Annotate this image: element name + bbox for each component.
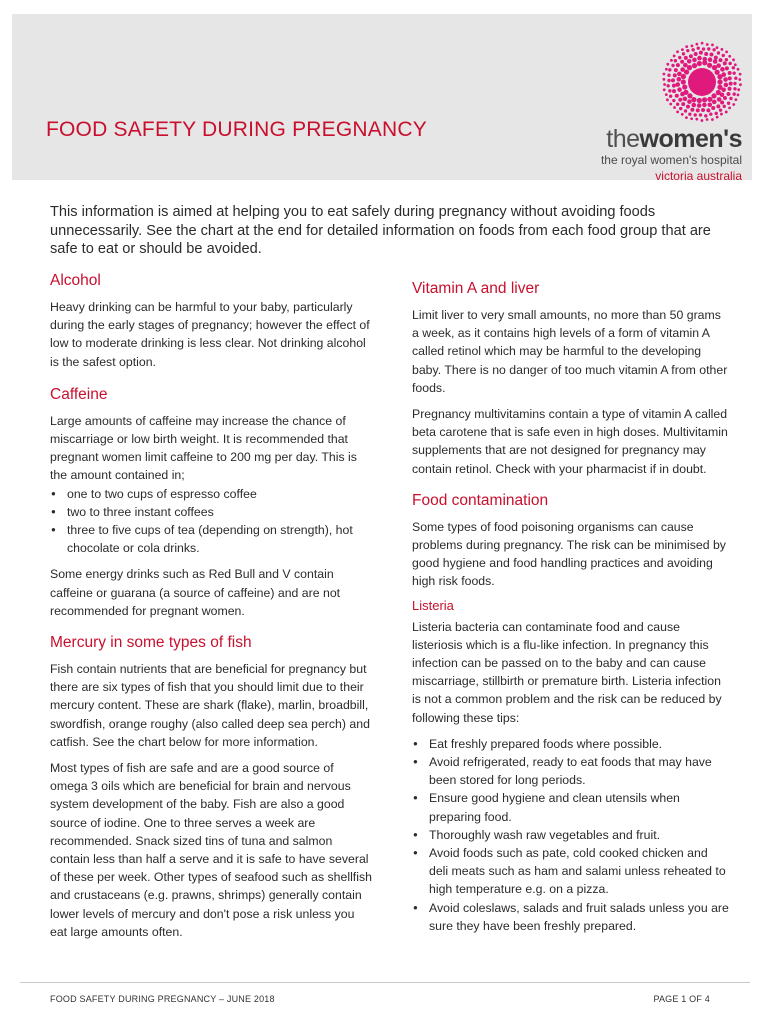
logo-dot-mark	[739, 83, 742, 86]
logo-dot-mark	[697, 98, 702, 103]
logo-dot-mark	[677, 77, 682, 82]
logo-dot-mark	[720, 100, 724, 104]
logo-dot-mark	[706, 43, 709, 46]
logo-dot-mark	[667, 74, 670, 77]
logo-dot-mark	[716, 104, 720, 108]
logo-dot-mark	[738, 78, 741, 81]
list-item: ● two to three instant coffees	[50, 503, 372, 521]
logo-dot-mark	[679, 107, 682, 110]
logo-dot-mark	[723, 77, 728, 82]
logo-dot-mark	[680, 92, 685, 97]
logo-dot-mark	[663, 88, 666, 91]
logo-dot-mark	[733, 82, 736, 85]
logo-dot-mark	[728, 106, 731, 109]
logo-dot-mark	[678, 98, 682, 102]
logo-dot-mark	[683, 63, 688, 68]
logo-dot-mark	[717, 97, 722, 102]
vitamin-a-body-2: Pregnancy multivitamins contain a type of vitamin A called beta carotene that is safe even in high doses. Multivitamin supplements that are not designed for pregnancy may contain retinol. Check with your pharmacist if in doubt.	[412, 407, 728, 476]
logo-dot-mark	[687, 99, 692, 104]
logo-dot-mark	[678, 56, 681, 59]
logo-dot-mark	[673, 54, 676, 57]
logo-dot-mark	[665, 68, 668, 71]
logo-dot-mark	[728, 76, 732, 80]
dotted-sunburst-logo-icon	[660, 40, 744, 124]
logo-brand-prefix: the	[606, 125, 640, 153]
logo-dot-mark	[737, 93, 740, 96]
logo-dot-mark	[684, 56, 688, 60]
footer-document-title: FOOD SAFETY DURING PREGNANCY – JUNE 2018	[50, 994, 275, 1004]
logo-dot-mark	[724, 83, 729, 88]
logo-dot-mark	[686, 49, 689, 52]
logo-dot-mark	[682, 84, 687, 89]
logo-dot-mark	[708, 57, 713, 62]
logo-dot-mark	[720, 113, 723, 116]
logo-dot-mark	[692, 58, 697, 63]
logo-dot-mark	[707, 102, 712, 107]
logo-dot-mark	[728, 87, 732, 91]
listeria-body: Listeria bacteria can contaminate food and cause listeriosis which is a flu-like infection. In pregnancy this infection can be passed on to the baby and can cause miscarriage, stillbirth or premature birth. Listeria infection is not a common problem and the risk can be reduced by following these tips:	[412, 619, 722, 725]
logo-dot-mark	[676, 110, 679, 113]
list-item: ● Thoroughly wash raw vegetables and fruit.	[412, 826, 730, 844]
logo-dot-mark	[704, 114, 707, 117]
logo-dot-mark	[716, 63, 721, 68]
logo-dot-mark	[687, 65, 692, 70]
logo-subtitle: the royal women's hospital	[600, 153, 742, 167]
logo-dot-mark	[725, 50, 728, 53]
logo-dot-mark	[684, 109, 687, 112]
logo-dot-mark	[720, 67, 725, 72]
logo-dot-mark	[704, 52, 708, 56]
logo-dot-mark	[676, 50, 679, 53]
list-item: ● three to five cups of tea (depending on strength), hot chocolate or cola drinks.	[50, 521, 372, 557]
logo-dot-mark	[716, 116, 719, 119]
mercury-heading: Mercury in some types of fish	[50, 634, 252, 652]
logo-dot-mark	[712, 65, 717, 70]
logo-dot-mark	[691, 44, 694, 47]
logo-dot-mark	[687, 59, 692, 64]
logo-dot-mark	[681, 79, 686, 84]
logo-dot-mark	[673, 73, 677, 77]
caffeine-body: Large amounts of caffeine may increase the chance of miscarriage or low birth weight. It is recommended that pregnant women limit caffeine to 200 mg per day. This is the amount contained in;	[50, 413, 357, 483]
logo-dot-mark	[706, 118, 709, 121]
logo-dot-mark	[712, 48, 715, 51]
logo-dot-mark	[682, 52, 685, 55]
logo-dot-mark	[726, 92, 730, 96]
logo-dot-mark	[662, 78, 665, 81]
intro-paragraph: This information is aimed at helping you to eat safely during pregnancy without avoiding foods unnecessarily. See the chart at the end for detailed information on foods from each food group that are safe to eat or should be avoided.	[50, 204, 711, 257]
logo-dot-mark	[701, 108, 705, 112]
logo-dot-mark	[717, 51, 720, 54]
logo-brand-suffix: women's	[639, 125, 742, 153]
logo-dot-mark	[729, 97, 732, 100]
logo-dot-mark	[721, 48, 724, 51]
logo-dot-mark	[667, 79, 670, 82]
logo-dot-mark	[722, 54, 725, 57]
logo-dot-mark	[707, 63, 712, 68]
logo-dot-mark	[671, 64, 674, 67]
logo-dot-mark	[732, 71, 735, 74]
logo-dot-mark	[681, 102, 685, 106]
logo-dot-mark	[692, 63, 697, 68]
logo-dot-mark	[691, 48, 694, 51]
logo-dot-mark	[721, 72, 726, 77]
logo-dot-mark	[702, 103, 707, 108]
logo-dot-mark	[688, 112, 691, 115]
logo-dot-mark	[697, 46, 700, 49]
logo-location: victoria australia	[655, 169, 742, 183]
logo-dot-mark	[677, 72, 682, 77]
listeria-heading: Listeria	[412, 597, 454, 613]
vitamin-a-section	[412, 280, 730, 478]
logo-dot-mark	[677, 87, 682, 92]
logo-dot-mark	[739, 73, 742, 76]
logo-dot-mark	[714, 56, 718, 60]
logo-dot-mark	[715, 70, 720, 75]
logo-dot-mark	[725, 58, 728, 61]
logo-dot-mark	[673, 106, 676, 109]
logo-dot-mark	[687, 93, 692, 98]
caffeine-body-2: Some energy drinks such as Red Bull and V contain caffeine or guarana (a source of caffeine) and are not recommended for pregnant women.	[50, 567, 341, 618]
mercury-body: Fish contain nutrients that are beneficial for pregnancy but there are six types of fish that you should limit due to their mercury content. These are shark (flake), marlin, broadbill, swordfish, orange roughy (also called deep sea perch) and catfish. See the chart below for more information.	[50, 662, 370, 749]
logo-dot-mark	[732, 92, 735, 95]
logo-dot-mark	[706, 108, 710, 112]
logo-dot-mark	[680, 67, 685, 72]
contamination-body: Some types of food poisoning organisms can cause problems during pregnancy. The risk can be minimised by good hygiene and food handling practices and avoiding high risk foods.	[412, 519, 726, 589]
logo-dot-mark	[701, 119, 704, 122]
list-item: ● Avoid coleslaws, salads and fruit salads unless you are sure they have been freshly prepared.	[412, 899, 730, 935]
footer-page-number: PAGE 1 OF 4	[653, 994, 710, 1004]
right-column	[412, 280, 730, 935]
contamination-heading: Food contamination	[412, 491, 549, 509]
logo-dot-mark	[699, 51, 703, 55]
logo-dot-mark	[734, 98, 737, 101]
logo-dot-mark	[723, 105, 726, 108]
logo-dot-mark	[697, 56, 702, 61]
logo-dot-mark	[689, 54, 693, 58]
page-title: FOOD SAFETY DURING PREGNANCY	[46, 118, 427, 141]
logo-dot-mark	[668, 68, 671, 71]
mercury-section	[50, 634, 372, 941]
logo-dot-mark	[674, 68, 678, 72]
logo-dot-mark	[666, 84, 669, 87]
alcohol-heading: Alcohol	[50, 272, 101, 289]
listeria-list	[412, 735, 730, 935]
left-column	[50, 272, 372, 941]
logo-dot-mark	[709, 112, 712, 115]
logo-dot-mark	[711, 93, 716, 98]
logo-dot-mark	[691, 97, 696, 102]
logo-dot-mark	[699, 113, 702, 116]
logo-brand	[568, 125, 742, 153]
logo-dot-mark	[728, 71, 732, 75]
logo-dot-mark	[690, 108, 694, 112]
logo-dot-mark	[697, 103, 702, 108]
logo-dot-mark	[695, 118, 698, 121]
logo-dot-mark	[666, 63, 669, 66]
logo-dot-mark	[728, 62, 731, 65]
logo-dot-mark	[694, 52, 698, 56]
logo-dot-mark	[733, 87, 736, 90]
logo-dot-mark	[737, 68, 740, 71]
logo-dot-mark	[711, 118, 714, 121]
logo-dot-mark	[695, 43, 698, 46]
caffeine-section	[50, 386, 372, 620]
logo-dot-mark	[720, 92, 725, 97]
logo-dot-mark	[732, 103, 735, 106]
list-item: ● Ensure good hygiene and clean utensils when preparing food.	[412, 789, 730, 825]
alcohol-section	[50, 272, 372, 371]
logo-dot-mark	[675, 94, 679, 98]
logo-dot-mark	[676, 63, 680, 67]
logo-dot-mark	[665, 93, 668, 96]
logo-dot-mark	[681, 48, 684, 51]
logo-dot-mark	[675, 82, 680, 87]
logo-dot-mark	[732, 58, 735, 61]
logo-dot-mark	[683, 97, 688, 102]
logo-dot-mark	[727, 102, 730, 105]
logo-dot-mark	[729, 82, 733, 86]
logo-dot-mark	[702, 57, 707, 62]
logo-dot-mark	[719, 108, 722, 111]
logo-dot-mark	[712, 100, 717, 105]
logo-dot-mark	[668, 89, 671, 92]
logo-dot-mark	[690, 117, 693, 120]
logo-dot-mark	[716, 46, 719, 49]
logo-dot-mark	[734, 77, 737, 80]
logo-dot-mark	[671, 78, 675, 82]
logo-dot-mark	[672, 89, 676, 93]
logo-dot-mark	[694, 113, 697, 116]
list-item: ● Avoid refrigerated, ready to eat foods that may have been stored for long periods.	[412, 753, 730, 789]
vitamin-a-body: Limit liver to very small amounts, no more than 50 grams a week, as it contains high levels of a form of vitamin A called retinol which may be harmful to the developing baby. There is no danger of too much vitamin A from other foods.	[412, 308, 728, 395]
logo-dot-mark	[701, 42, 704, 45]
list-item: ● Eat freshly prepared foods where possible.	[412, 735, 730, 753]
list-item: ● one to two cups of espresso coffee	[50, 485, 372, 503]
caffeine-list	[50, 485, 372, 558]
logo-dot-mark	[669, 95, 672, 98]
logo-dot-mark	[663, 83, 666, 86]
logo-dot-mark	[702, 47, 705, 50]
caffeine-heading: Caffeine	[50, 385, 108, 403]
logo-dot-mark	[685, 45, 688, 48]
logo	[568, 40, 748, 185]
contamination-section	[412, 492, 730, 591]
logo-dot-mark	[670, 59, 673, 62]
logo-dot-mark	[734, 63, 737, 66]
logo-dot-mark	[719, 58, 723, 62]
logo-dot-mark	[681, 113, 684, 116]
list-item: ● Avoid foods such as pate, cold cooked chicken and deli meats such as ham and salami unless reheated to high temperature e.g. on a pizza.	[412, 844, 730, 899]
logo-dot-mark	[732, 66, 735, 69]
logo-dot-mark	[672, 99, 675, 102]
logo-dot-mark	[725, 111, 728, 114]
footer-divider	[20, 982, 750, 983]
logo-dot-mark	[702, 97, 707, 102]
logo-dot-mark	[711, 106, 715, 110]
logo-dot-mark	[715, 112, 718, 115]
logo-dot-mark	[686, 105, 690, 109]
logo-dot-mark	[680, 60, 684, 64]
logo-dot-mark	[674, 59, 677, 62]
header-banner	[12, 14, 752, 183]
logo-dot-mark	[666, 98, 669, 101]
logo-dot-mark	[669, 103, 672, 106]
logo-dot-mark	[696, 108, 700, 112]
logo-dot-mark	[691, 103, 696, 108]
logo-core-mark	[688, 68, 716, 96]
logo-dot-mark	[685, 116, 688, 119]
logo-dot-mark	[723, 61, 727, 65]
vitamin-a-heading: Vitamin A and liver	[412, 280, 540, 297]
logo-dot-mark	[709, 53, 713, 57]
logo-dot-mark	[725, 66, 729, 70]
logo-dot-mark	[663, 73, 666, 76]
logo-dot-mark	[737, 88, 740, 91]
logo-dot-mark	[728, 55, 731, 58]
mercury-body-2: Most types of fish are safe and are a good source of omega 3 oils which are beneficial for brain and nervous system development of the baby. Fish are also a good source of iodine. One to three serves a week are recommended. Snack sized tins of tuna and salmon contain less than half a serve and it is safe to have several of these per week. Other types of seafood such as shellfish and crustaceans (e.g. prawns, shrimps) generally contain lower levels of mercury and don't pose a risk unless you eat large amounts often.	[50, 761, 372, 939]
alcohol-body: Heavy drinking can be harmful to your baby, particularly during the early stages of pregnancy; however the effect of low to moderate drinking is less clear. Not drinking alcohol is the safest option.	[50, 300, 370, 369]
listeria-section	[412, 598, 730, 935]
logo-dot-mark	[721, 87, 726, 92]
logo-dot-mark	[676, 103, 679, 106]
logo-dot-mark	[723, 96, 727, 100]
logo-dot-mark	[713, 59, 718, 64]
logo-dot-mark	[707, 47, 710, 50]
logo-dot-mark	[697, 61, 702, 66]
logo-dot-mark	[672, 84, 676, 88]
logo-dot-mark	[717, 79, 722, 84]
logo-dot-mark	[711, 44, 714, 47]
logo-dot-mark	[707, 97, 712, 102]
logo-dot-mark	[681, 74, 686, 79]
